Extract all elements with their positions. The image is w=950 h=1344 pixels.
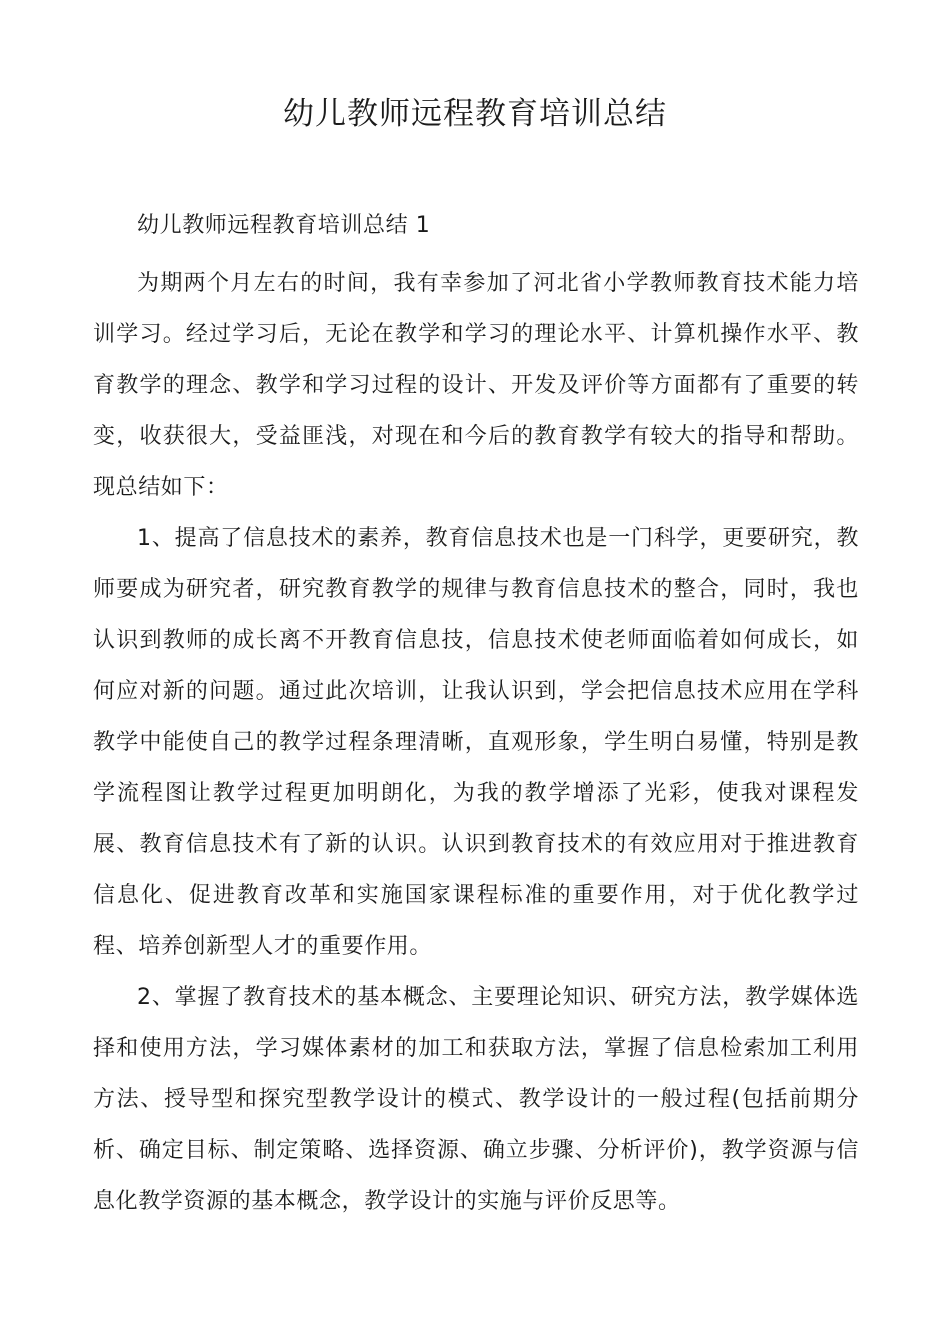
paragraph-intro: 为期两个月左右的时间，我有幸参加了河北省小学教师教育技术能力培训学习。经过学习后，无论在教学和学习的理论水平、计算机操作水平、教育教学的理念、教学和学习过程的设计、开发及评价等方面都有了重要的转变，收获很大，受益匪浅，对现在和今后的教育教学有较大的指导和帮助。现总结如下：: [93, 271, 859, 500]
document-body: [93, 213, 859, 1227]
section-heading: 幼儿教师远程教育培训总结 1: [137, 213, 431, 238]
document-title: 幼儿教师远程教育培训总结: [283, 96, 667, 132]
paragraph-point-2: 2、掌握了教育技术的基本概念、主要理论知识、研究方法，教学媒体选择和使用方法，学习媒体素材的加工和获取方法，掌握了信息检索加工利用方法、授导型和探究型教学设计的模式、教学设计的一般过程(包括前期分析、确定目标、制定策略、选择资源、确立步骤、分析评价)，教学资源与信息化教学资源的基本概念，教学设计的实施与评价反思等。: [93, 985, 859, 1214]
paragraph-point-1: 1、提高了信息技术的素养，教育信息技术也是一门科学，更要研究，教师要成为研究者，研究教育教学的规律与教育信息技术的整合，同时，我也认识到教师的成长离不开教育信息技，信息技术使老师面临着如何成长，如何应对新的问题。通过此次培训，让我认识到，学会把信息技术应用在学科教学中能使自己的教学过程条理清晰，直观形象，学生明白易懂，特别是教学流程图让教学过程更加明朗化，为我的教学增添了光彩，使我对课程发展、教育信息技术有了新的认识。认识到教育技术的有效应用对于推进教育信息化、促进教育改革和实施国家课程标准的重要作用，对于优化教学过程、培养创新型人才的重要作用。: [93, 526, 859, 959]
